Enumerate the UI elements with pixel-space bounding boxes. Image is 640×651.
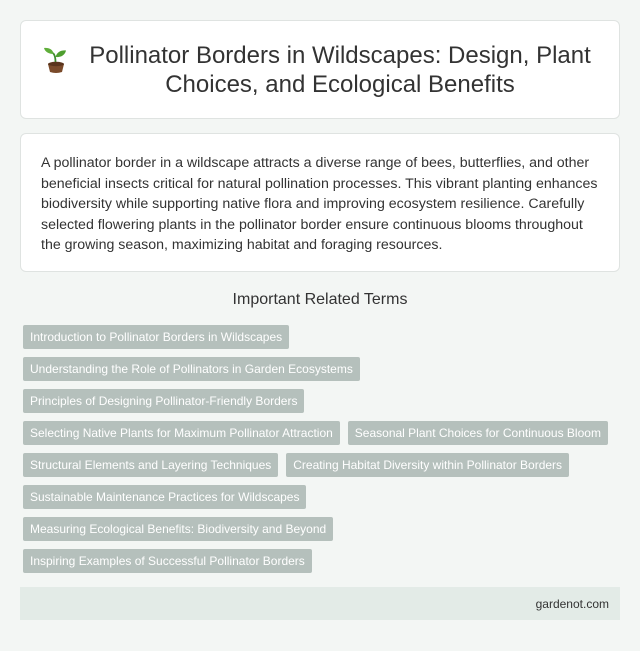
title-wrap — [21, 41, 619, 99]
related-term-tag[interactable]: Structural Elements and Layering Techniques — [23, 453, 278, 477]
related-term-tag[interactable]: Creating Habitat Diversity within Pollinator Borders — [286, 453, 569, 477]
page-title: Pollinator Borders in Wildscapes: Design, Plant Choices, and Ecological Benefits — [89, 41, 591, 98]
related-term-tag[interactable]: Understanding the Role of Pollinators in Garden Ecosystems — [23, 357, 360, 381]
related-terms-heading: Important Related Terms — [232, 291, 408, 308]
footer-site-link[interactable]: gardenot.com — [535, 596, 609, 611]
related-term-tag[interactable]: Sustainable Maintenance Practices for Wildscapes — [23, 485, 306, 509]
related-term-tag[interactable]: Selecting Native Plants for Maximum Pollinator Attraction — [23, 421, 340, 445]
summary-card — [20, 133, 620, 272]
footer — [20, 587, 620, 620]
title-card — [20, 20, 620, 119]
related-term-tag[interactable]: Seasonal Plant Choices for Continuous Bloom — [348, 421, 608, 445]
summary-text: A pollinator border in a wildscape attracts a diverse range of bees, butterflies, and other beneficial insects critical for natural pollination processes. This vibrant planting enhances biodiversity while supporting native flora and improving ecosystem resilience. Carefully selected flowering plants in the pollinator border ensure continuous blooms throughout the growing season, maximizing habitat and foraging resources. — [41, 155, 598, 253]
seedling-icon — [41, 45, 71, 75]
related-term-tag[interactable]: Introduction to Pollinator Borders in Wildscapes — [23, 325, 289, 349]
related-term-tag[interactable]: Measuring Ecological Benefits: Biodiversity and Beyond — [23, 517, 333, 541]
related-terms-list — [23, 325, 620, 573]
related-term-tag[interactable]: Inspiring Examples of Successful Pollinator Borders — [23, 549, 312, 573]
related-term-tag[interactable]: Principles of Designing Pollinator-Friendly Borders — [23, 389, 304, 413]
